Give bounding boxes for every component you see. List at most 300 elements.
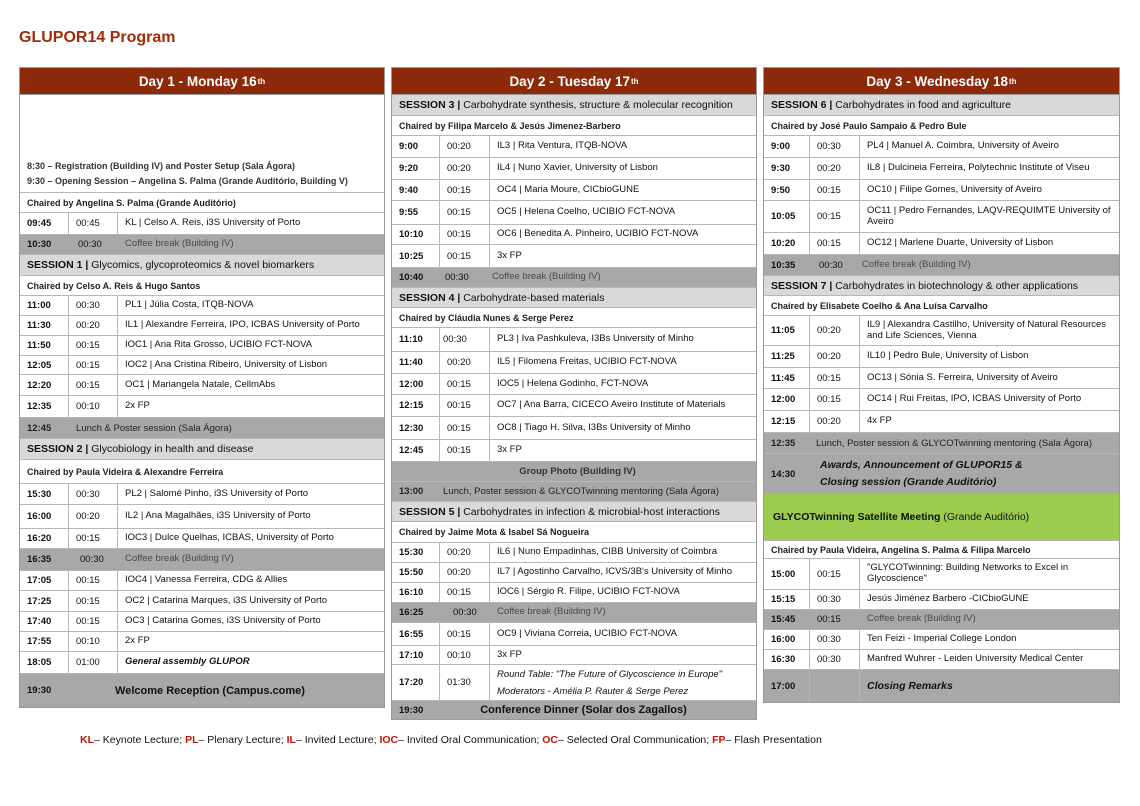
time-cell: 12:45	[27, 422, 52, 434]
legend	[80, 734, 822, 746]
time-cell: 10:30	[20, 235, 69, 254]
schedule-row	[764, 180, 1119, 201]
talk-cell: IL9 | Alexandra Castilho, University of Natural Resources and Life Sciences, Vienna	[867, 318, 1107, 341]
talk-cell: Lunch, Poster session & GLYCOTwinning mentoring (Sala Ágora)	[816, 437, 1092, 449]
session-chair: Chaired by Cláudia Nunes & Serge Perez	[392, 308, 756, 328]
legend-desc: – Invited Oral Communication;	[398, 734, 543, 746]
duration-cell: 00:30	[69, 296, 118, 315]
awards-line: Awards, Announcement of GLUPOR15 &	[820, 459, 1023, 471]
time-cell: 16:10	[392, 583, 440, 602]
time-cell: 16:35	[20, 549, 69, 570]
duration-cell: 00:15	[810, 180, 860, 200]
duration-cell: 00:15	[440, 417, 490, 439]
session-chair: Chaired by Celso A. Reis & Hugo Santos	[20, 276, 384, 296]
talk-cell: 3x FP	[497, 648, 522, 660]
round-table-title: Round Table: "The Future of Glycoscience in Europe"	[497, 668, 723, 680]
duration-cell: 00:15	[810, 610, 860, 629]
lunch-row	[392, 482, 756, 502]
time-cell: 16:00	[20, 505, 69, 528]
duration-cell: 00:15	[440, 583, 490, 602]
talk-cell: OC1 | Mariangela Natale, CellmAbs	[125, 378, 276, 390]
talk-cell: 3x FP	[497, 444, 522, 456]
legend-key: IL	[286, 734, 296, 746]
time-cell: 10:35	[764, 255, 810, 275]
talk-cell: IL6 | Nuno Empadinhas, CIBB University of Coimbra	[497, 546, 718, 558]
day1-chair: Chaired by Angelina S. Palma (Grande Auditório)	[20, 193, 384, 213]
session-header	[20, 255, 384, 276]
time-cell: 15:50	[392, 563, 440, 582]
duration-cell: 00:30	[440, 603, 490, 622]
session-chair: Chaired by Paula Videira, Angelina S. Palma & Filipa Marcelo	[764, 541, 1119, 559]
duration-cell: 00:15	[440, 225, 490, 244]
time-cell: 19:30	[27, 685, 52, 696]
session-label: SESSION 3 |	[399, 99, 461, 111]
talk-cell: Jesús Jiménez Barbero -CICbioGUNE	[867, 593, 1029, 605]
time-cell: 17:20	[392, 665, 440, 700]
talk-cell: Lunch, Poster session & GLYCOTwinning mentoring (Sala Ágora)	[443, 486, 719, 497]
coffee-break-row	[764, 610, 1119, 630]
schedule-row	[392, 374, 756, 395]
schedule-row	[20, 652, 384, 674]
time-cell: 17:25	[20, 591, 69, 611]
schedule-row	[764, 316, 1119, 346]
session-label: SESSION 1 |	[27, 259, 89, 271]
talk-cell: OC12 | Marlene Duarte, University of Lisbon	[867, 237, 1054, 249]
time-cell: 9:40	[392, 180, 440, 200]
time-cell: 11:50	[20, 336, 69, 355]
talk-cell: Coffee break (Building IV)	[492, 271, 601, 283]
legend-desc: – Keynote Lecture;	[94, 734, 186, 746]
schedule-row	[764, 346, 1119, 368]
time-cell: 11:00	[20, 296, 69, 315]
session-chair: Chaired by Elisabete Coelho & Ana Luísa Carvalho	[764, 296, 1119, 316]
coffee-break-row	[392, 603, 756, 623]
duration-cell: 00:15	[440, 201, 490, 224]
talk-cell: General assembly GLUPOR	[125, 656, 250, 668]
duration-cell: 01:30	[440, 665, 490, 700]
legend-desc: – Invited Lecture;	[295, 734, 380, 746]
satellite-meeting-row	[764, 494, 1119, 541]
time-cell: 12:05	[20, 356, 69, 374]
time-cell: 14:30	[771, 468, 796, 480]
legend-key: KL	[80, 734, 94, 746]
talk-cell: IOC1 | Ana Rita Grosso, UCIBIO FCT-NOVA	[125, 339, 313, 351]
time-cell: 17:00	[764, 670, 810, 702]
schedule-row	[392, 563, 756, 583]
schedule-row	[20, 336, 384, 356]
session-label: SESSION 2 |	[27, 443, 89, 455]
time-cell: 15:30	[392, 543, 440, 562]
duration-cell: 00:20	[69, 316, 118, 335]
duration-cell: 00:15	[440, 395, 490, 416]
session-label: SESSION 5 |	[399, 505, 461, 518]
talk-cell: PL2 | Salomé Pinho, i3S University of Porto	[125, 487, 309, 499]
schedule-row	[20, 316, 384, 336]
time-cell: 19:30	[399, 704, 424, 716]
talk-cell	[820, 457, 1023, 491]
schedule-row	[764, 136, 1119, 158]
talk-cell: Coffee break (Building IV)	[862, 258, 971, 270]
time-cell: 15:30	[20, 484, 69, 504]
duration-cell: 00:20	[810, 411, 860, 432]
talk-cell: Coffee break (Building IV)	[125, 238, 234, 250]
talk-cell: IOC6 | Sérgio R. Filipe, UCIBIO FCT-NOVA	[497, 586, 680, 598]
duration-cell: 00:15	[69, 571, 118, 590]
schedule-row	[392, 136, 756, 158]
duration-cell: 00:30	[69, 549, 118, 570]
duration-cell: 00:15	[69, 356, 118, 374]
awards-row	[764, 454, 1119, 494]
time-cell: 11:30	[20, 316, 69, 335]
day1-intro	[20, 95, 384, 193]
duration-cell: 00:15	[69, 529, 118, 548]
schedule-row	[764, 389, 1119, 411]
talk-cell: 4x FP	[867, 415, 892, 427]
duration-cell: 00:30	[810, 650, 860, 669]
day1-header-text: Day 1 - Monday 16	[138, 73, 257, 89]
session-header	[392, 502, 756, 522]
time-cell: 15:00	[764, 559, 810, 589]
time-cell: 10:20	[764, 233, 810, 254]
time-cell: 10:25	[392, 245, 440, 267]
schedule-row	[764, 630, 1119, 650]
session-title: Carbohydrates in infection & microbial-host interactions	[460, 505, 721, 518]
time-cell: 12:35	[771, 437, 796, 449]
session-header	[20, 439, 384, 460]
talk-cell: PL4 | Manuel A. Coimbra, University of Aveiro	[867, 140, 1059, 152]
session-label: SESSION 6 |	[771, 99, 833, 111]
duration-cell: 00:15	[810, 233, 860, 254]
schedule-row	[764, 158, 1119, 180]
duration-cell: 00:45	[69, 213, 118, 234]
session-chair: Chaired by José Paulo Sampaio & Pedro Bule	[764, 116, 1119, 136]
schedule-row	[20, 632, 384, 652]
duration-cell: 00:30	[810, 136, 860, 157]
day2-header-text: Day 2 - Tuesday 17	[509, 73, 630, 89]
schedule-row	[20, 529, 384, 549]
talk-cell: OC5 | Helena Coelho, UCIBIO FCT-NOVA	[497, 206, 676, 218]
session-header	[392, 288, 756, 308]
duration-cell: 00:20	[440, 136, 490, 157]
legend-key: PL	[185, 734, 199, 746]
legend-desc: – Flash Presentation	[725, 734, 822, 746]
schedule-row	[392, 623, 756, 646]
schedule-row	[392, 543, 756, 563]
talk-cell: Conference Dinner (Solar dos Zagallos)	[480, 704, 687, 716]
duration-cell: 00:15	[440, 180, 490, 200]
schedule-row	[392, 440, 756, 462]
time-cell: 18:05	[20, 652, 69, 673]
talk-cell: IL3 | Rita Ventura, ITQB-NOVA	[497, 140, 628, 152]
duration-cell: 00:15	[69, 612, 118, 631]
talk-cell: 3x FP	[497, 249, 522, 261]
time-cell: 15:15	[764, 590, 810, 609]
schedule-row	[392, 352, 756, 374]
closing-row	[764, 670, 1119, 702]
talk-cell: Closing Remarks	[867, 680, 953, 692]
talk-cell: Lunch & Poster session (Sala Ágora)	[76, 422, 232, 434]
time-cell: 11:05	[764, 316, 810, 345]
duration-cell: 00:15	[810, 368, 860, 388]
duration-cell: 00:15	[69, 375, 118, 395]
round-table-row	[392, 665, 756, 701]
talk-cell: OC14 | Rui Freitas, IPO, ICBAS University of Porto	[867, 393, 1082, 405]
coffee-break-row	[20, 235, 384, 255]
talk-cell: Manfred Wuhrer - Leiden University Medical Center	[867, 653, 1084, 665]
time-cell: 16:30	[764, 650, 810, 669]
time-cell: 12:15	[764, 411, 810, 432]
duration-cell: 00:15	[69, 336, 118, 355]
time-cell: 12:30	[392, 417, 440, 439]
session-label: SESSION 4 |	[399, 291, 461, 304]
schedule-row	[392, 180, 756, 201]
schedule-row	[392, 417, 756, 440]
duration-cell: 00:10	[69, 396, 118, 417]
duration-cell: 00:30	[810, 590, 860, 609]
duration-cell: 00:15	[440, 623, 490, 645]
talk-cell: IL1 | Alexandre Ferreira, IPO, ICBAS University of Porto	[125, 319, 360, 331]
legend-key: OC	[542, 734, 559, 746]
talk-cell: KL | Celso A. Reis, i3S University of Porto	[125, 217, 301, 229]
session-header	[764, 276, 1119, 296]
schedule-row	[20, 375, 384, 396]
day2-header-sup: th	[631, 76, 639, 86]
schedule-row	[20, 612, 384, 632]
day2-column	[391, 67, 757, 720]
duration-cell: 00:20	[810, 346, 860, 367]
time-cell: 11:25	[764, 346, 810, 367]
time-cell: 12:00	[392, 374, 440, 394]
round-table-moderators: Moderators - Amélia P. Rauter & Serge Perez	[497, 685, 689, 697]
talk-cell: "GLYCOTwinning: Building Networks to Excel in Glycoscience"	[867, 562, 1069, 584]
talk-cell: OC11 | Pedro Fernandes, LAQV-REQUIMTE University of Aveiro	[867, 204, 1111, 227]
schedule-row	[392, 201, 756, 225]
time-cell: 16:00	[764, 630, 810, 649]
day1-intro-line: 9:30 – Opening Session – Angelina S. Palma (Grande Auditório, Building V)	[27, 176, 348, 186]
duration-cell: 00:30	[440, 328, 490, 351]
day1-intro-line: 8:30 – Registration (Building IV) and Poster Setup (Sala Ágora)	[27, 161, 296, 171]
schedule-row	[764, 650, 1119, 670]
talk-cell: PL1 | Júlia Costa, ITQB-NOVA	[125, 299, 254, 311]
schedule-row	[392, 395, 756, 417]
talk-cell: Group Photo (Building IV)	[519, 466, 636, 477]
time-cell: 10:10	[392, 225, 440, 244]
talk-cell: 2x FP	[125, 400, 150, 412]
session-title: Carbohydrate-based materials	[460, 291, 605, 304]
schedule-row	[764, 233, 1119, 255]
talk-cell: OC10 | Filipe Gomes, University of Aveiro	[867, 183, 1042, 195]
duration-cell: 00:20	[440, 352, 490, 373]
talk-cell: IL7 | Agostinho Carvalho, ICVS/3B's University of Minho	[497, 566, 733, 578]
talk-cell: OC7 | Ana Barra, CICECO Aveiro Institute of Materials	[497, 399, 726, 411]
page-title: GLUPOR14 Program	[19, 29, 176, 46]
talk-cell: OC6 | Benedita A. Pinheiro, UCIBIO FCT-NOVA	[497, 228, 699, 240]
duration-cell: 00:15	[810, 389, 860, 410]
talk-cell: OC9 | Viviana Correia, UCIBIO FCT-NOVA	[497, 627, 678, 639]
session1-rows	[20, 296, 384, 418]
talk-cell: IOC4 | Vanessa Ferreira, CDG & Allies	[125, 574, 288, 586]
schedule-row	[764, 411, 1119, 433]
duration-cell: 00:30	[810, 630, 860, 649]
time-cell: 10:05	[764, 201, 810, 232]
duration-cell: 00:30	[440, 268, 490, 287]
duration-cell: 00:20	[69, 505, 118, 528]
talk-cell: IL5 | Filomena Freitas, UCIBIO FCT-NOVA	[497, 356, 677, 368]
time-cell: 16:25	[392, 603, 440, 622]
time-cell: 11:40	[392, 352, 440, 373]
day1-column	[19, 67, 385, 708]
duration-cell: 00:20	[810, 158, 860, 179]
session-title: Carbohydrates in biotechnology & other applications	[832, 279, 1079, 292]
time-cell: 12:45	[392, 440, 440, 461]
talk-cell: IL8 | Dulcineia Ferreira, Polytechnic Institute of Viseu	[867, 162, 1090, 174]
awards-line: Closing session (Grande Auditório)	[820, 476, 997, 488]
duration-cell: 00:15	[810, 201, 860, 232]
coffee-break-row	[20, 549, 384, 571]
schedule-row	[392, 328, 756, 352]
time-cell: 9:00	[764, 136, 810, 157]
time-cell: 9:55	[392, 201, 440, 224]
day2-header	[392, 68, 756, 95]
duration-cell: 00:30	[69, 235, 118, 254]
talk-cell: Welcome Reception (Campus.come)	[115, 684, 305, 697]
session-chair: Chaired by Filipa Marcelo & Jesús Jimenez-Barbero	[392, 116, 756, 136]
schedule-row	[392, 583, 756, 603]
coffee-break-row	[392, 268, 756, 288]
schedule-row	[20, 484, 384, 505]
session-header	[392, 95, 756, 116]
time-cell: 16:55	[392, 623, 440, 645]
satellite-title: GLYCOTwinning Satellite Meeting	[773, 511, 941, 523]
time-cell: 12:00	[764, 389, 810, 410]
duration-cell: 00:15	[440, 440, 490, 461]
schedule-row	[764, 590, 1119, 610]
talk-cell: OC4 | Maria Moure, CICbioGUNE	[497, 183, 640, 195]
time-cell: 11:45	[764, 368, 810, 388]
talk-cell: IL4 | Nuno Xavier, University of Lisbon	[497, 162, 658, 174]
duration-cell: 00:10	[69, 632, 118, 651]
time-cell: 17:55	[20, 632, 69, 651]
time-cell: 13:00	[399, 486, 424, 497]
time-cell: 17:40	[20, 612, 69, 631]
session-chair: Chaired by Jaime Mota & Isabel Sá Nogueira	[392, 522, 756, 543]
time-cell: 16:20	[20, 529, 69, 548]
session-title: Glycobiology in health and disease	[88, 443, 254, 455]
time-cell: 9:30	[764, 158, 810, 179]
schedule-row	[764, 559, 1119, 590]
schedule-row	[392, 245, 756, 268]
talk-cell: OC3 | Catarina Gomes, i3S University of Porto	[125, 615, 321, 627]
time-cell: 9:20	[392, 158, 440, 179]
session-title: Glycomics, glycoproteomics & novel biomarkers	[88, 259, 315, 271]
day3-header-sup: th	[1009, 76, 1017, 86]
schedule-row	[20, 213, 384, 235]
duration-cell: 00:15	[810, 559, 860, 589]
time-cell: 12:35	[20, 396, 69, 417]
legend-key: IOC	[379, 734, 399, 746]
time-cell: 12:20	[20, 375, 69, 395]
schedule-row	[392, 158, 756, 180]
duration-cell: 00:10	[440, 646, 490, 664]
talk-cell: IOC3 | Dulce Quelhas, ICBAS, University of Porto	[125, 532, 334, 544]
duration-cell	[810, 670, 860, 702]
lunch-row	[20, 418, 384, 439]
time-cell: 9:50	[764, 180, 810, 200]
session-chair: Chaired by Paula Videira & Alexandre Ferreira	[20, 460, 384, 484]
dinner-row	[392, 701, 756, 719]
talk-cell: IOC5 | Helena Godinho, FCT-NOVA	[497, 377, 649, 389]
schedule-row	[20, 396, 384, 418]
session-title: Carbohydrate synthesis, structure & molecular recognition	[460, 99, 733, 111]
session-title: Carbohydrates in food and agriculture	[832, 99, 1011, 111]
day3-header-text: Day 3 - Wednesday 18	[866, 73, 1008, 89]
duration-cell: 00:15	[440, 245, 490, 267]
time-cell: 17:05	[20, 571, 69, 590]
legend-desc: – Plenary Lecture;	[198, 734, 287, 746]
duration-cell: 00:20	[810, 316, 860, 345]
talk-cell: OC13 | Sónia S. Ferreira, University of Aveiro	[867, 371, 1058, 383]
time-cell: 9:00	[392, 136, 440, 157]
legend-key: FP	[712, 734, 726, 746]
group-photo-row	[392, 462, 756, 482]
session-header	[764, 95, 1119, 116]
lunch-row	[764, 433, 1119, 454]
schedule-row	[20, 591, 384, 612]
duration-cell: 00:20	[440, 543, 490, 562]
schedule-row	[392, 646, 756, 665]
talk-cell: Coffee break (Building IV)	[497, 606, 606, 618]
time-cell: 12:15	[392, 395, 440, 416]
talk-cell: OC2 | Catarina Marques, i3S University of Porto	[125, 594, 328, 606]
duration-cell: 00:20	[440, 563, 490, 582]
schedule-row	[764, 368, 1119, 389]
day3-column	[763, 67, 1120, 703]
day1-header-sup: th	[257, 76, 266, 86]
talk-cell: PL3 | Iva Pashkuleva, I3Bs University of Minho	[497, 333, 694, 345]
coffee-break-row	[764, 255, 1119, 276]
time-cell: 17:10	[392, 646, 440, 664]
talk-cell: OC8 | Tiago H. Silva, I3Bs University of Minho	[497, 421, 691, 433]
day3-header	[764, 68, 1119, 95]
talk-cell: Coffee break (Building IV)	[867, 613, 976, 625]
day1-header	[20, 68, 384, 95]
schedule-row	[20, 296, 384, 316]
legend-desc: – Selected Oral Communication;	[558, 734, 713, 746]
talk-cell: IOC2 | Ana Cristina Ribeiro, University of Lisbon	[125, 358, 328, 370]
time-cell: 11:10	[392, 328, 440, 351]
schedule-row	[764, 201, 1119, 233]
schedule-row	[20, 356, 384, 375]
duration-cell: 00:30	[69, 484, 118, 504]
talk-cell: IL2 | Ana Magalhães, i3S University of Porto	[125, 510, 311, 522]
schedule-row	[392, 225, 756, 245]
duration-cell: 01:00	[69, 652, 118, 673]
talk-cell	[490, 665, 756, 700]
talk-cell: Ten Feizi - Imperial College London	[867, 633, 1017, 645]
time-cell: 15:45	[764, 610, 810, 629]
welcome-row	[20, 674, 384, 707]
schedule-row	[20, 505, 384, 529]
talk-cell: Coffee break (Building IV)	[125, 553, 234, 565]
time-cell: 09:45	[20, 213, 69, 234]
duration-cell: 00:20	[440, 158, 490, 179]
duration-cell: 00:30	[810, 255, 860, 275]
time-cell: 10:40	[392, 268, 440, 287]
duration-cell: 00:15	[440, 374, 490, 394]
talk-cell: IL10 | Pedro Bule, University of Lisbon	[867, 350, 1029, 362]
satellite-venue: (Grande Auditório)	[940, 511, 1030, 523]
talk-cell: 2x FP	[125, 635, 150, 647]
